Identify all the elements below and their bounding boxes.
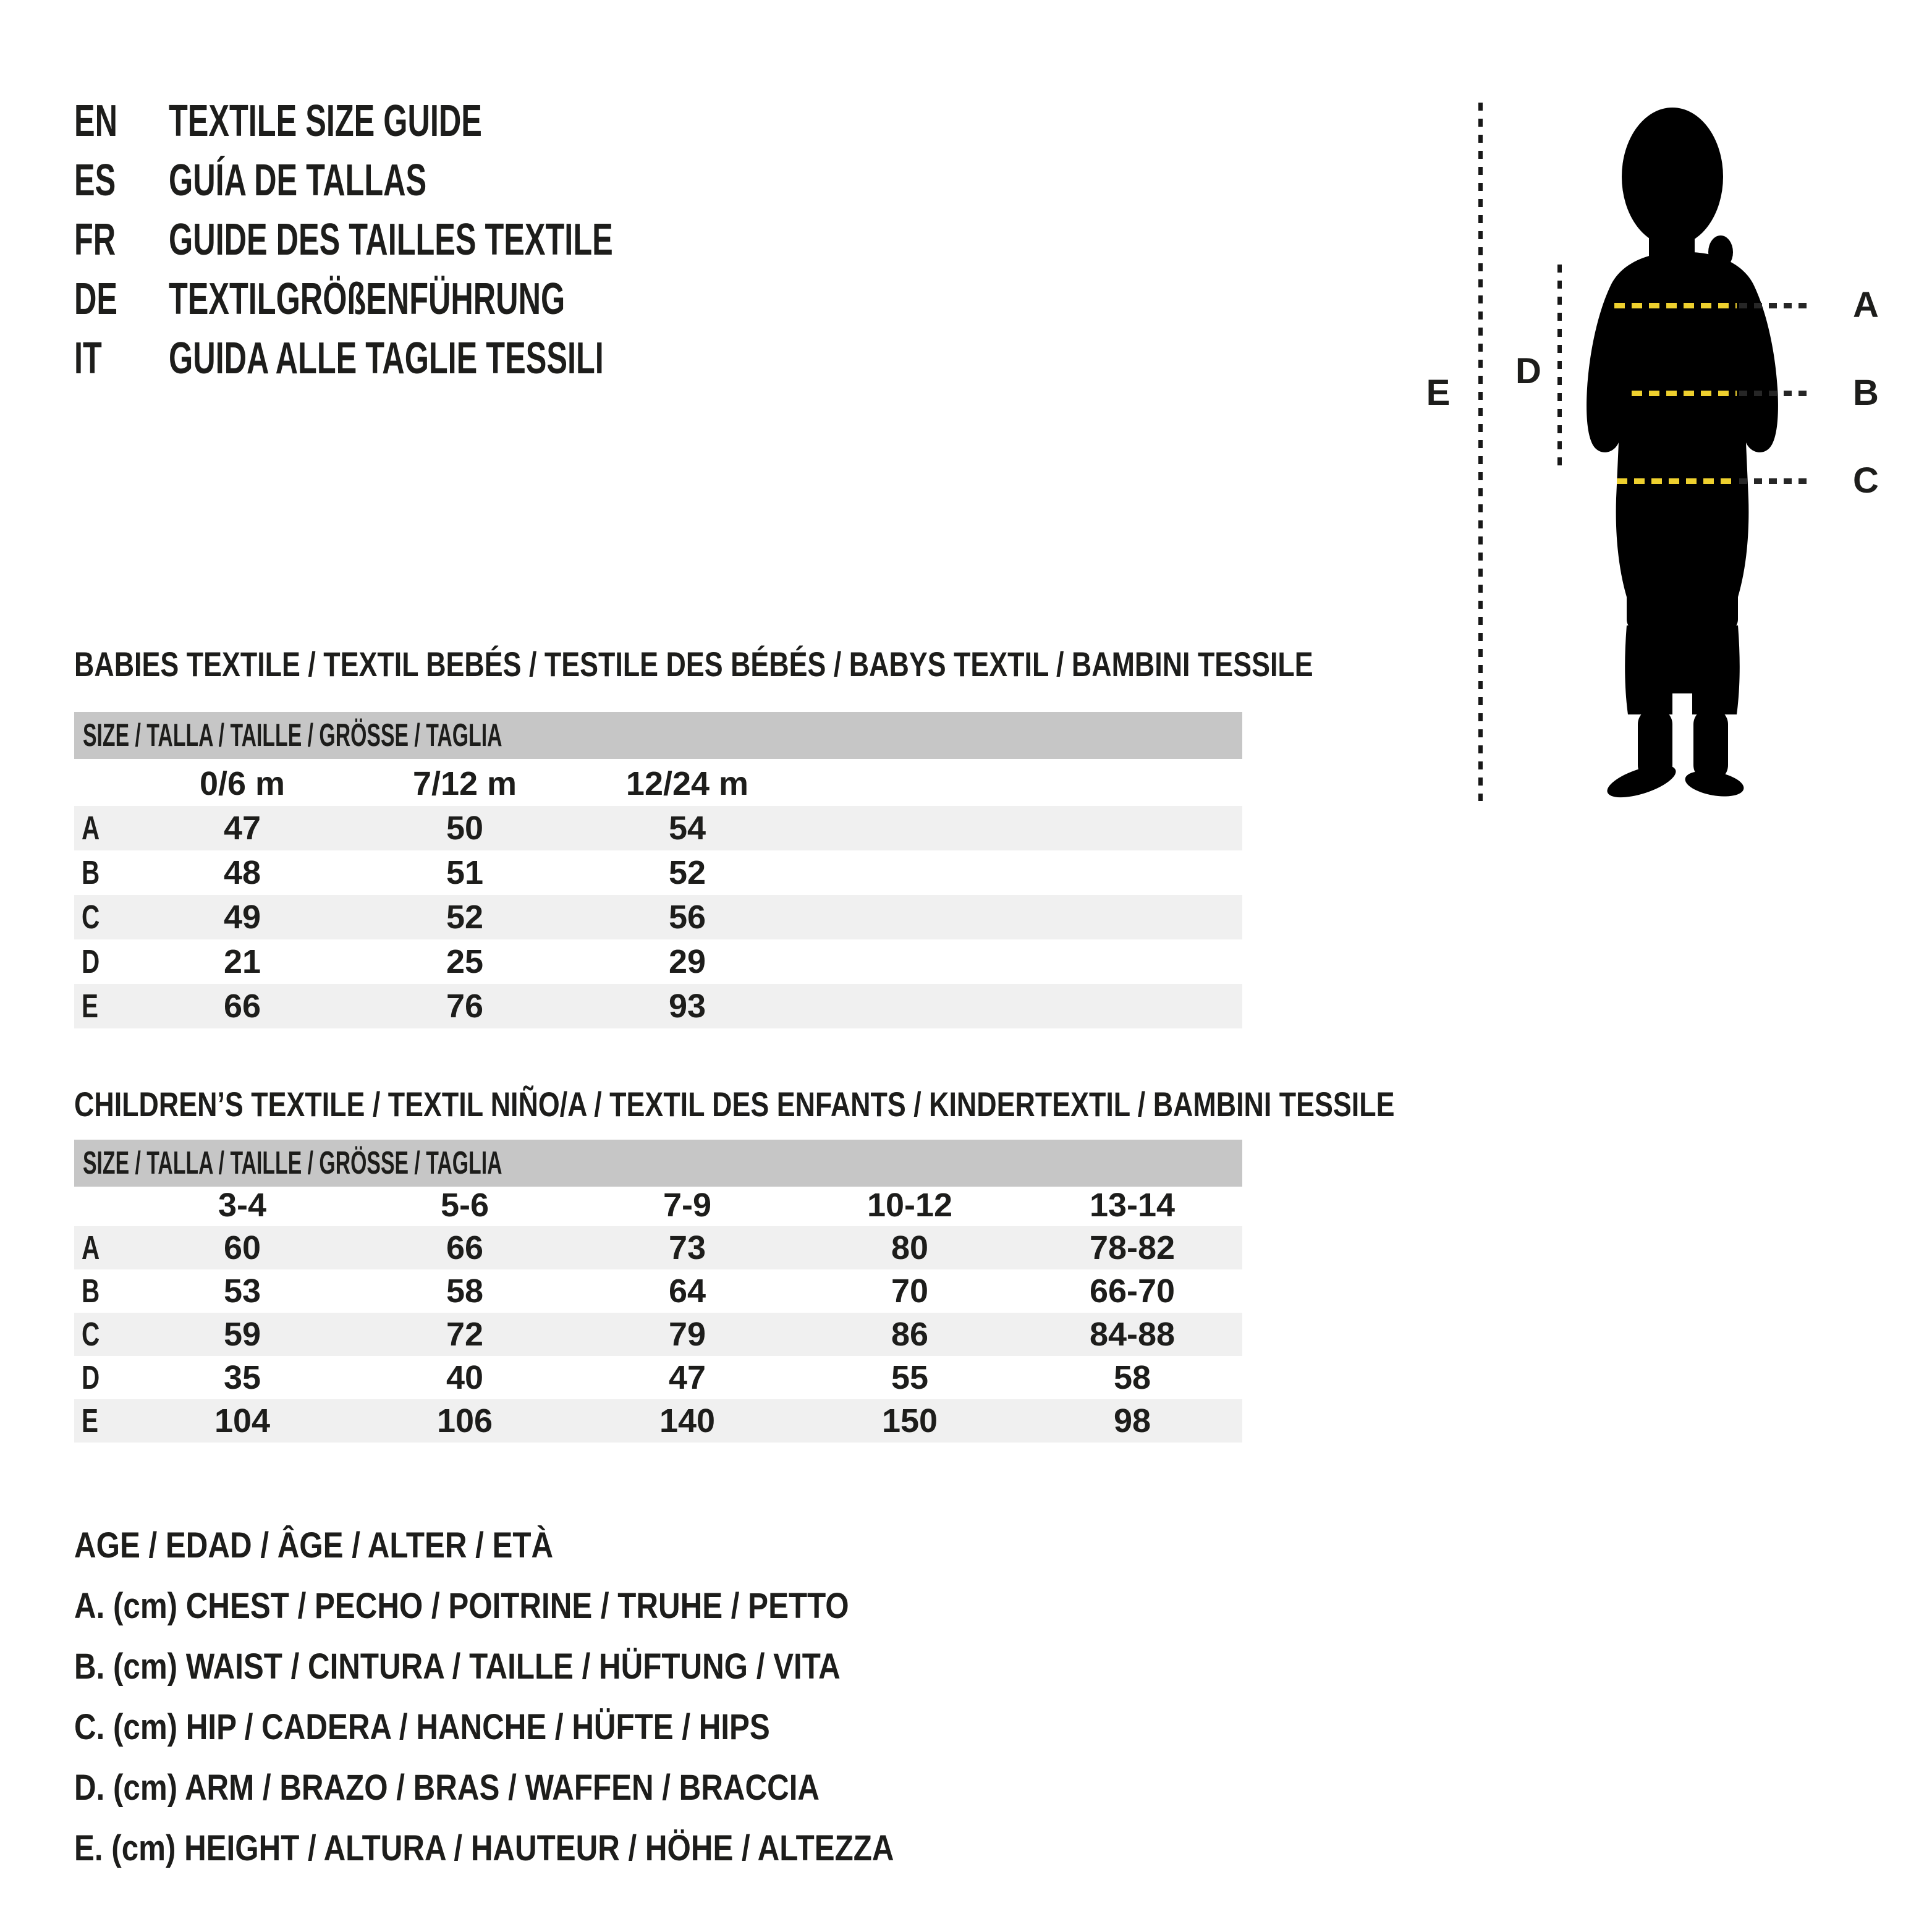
value-cell: 80 (891, 1229, 929, 1266)
language-row (74, 210, 803, 269)
table-row (74, 984, 1242, 1028)
babies-size-header-text: SIZE / TALLA / TAILLE / GRÖSSE / TAGLIA (83, 718, 502, 753)
table-row (74, 939, 1242, 984)
language-code (74, 91, 169, 151)
arm-measure-line-d (1557, 265, 1562, 471)
value-cell: 53 (223, 1273, 261, 1310)
babies-section-title-text: BABIES TEXTILE / TEXTIL BEBÉS / TESTILE DES BÉBÉS / BABYS TEXTIL / BAMBINI TESSILE (74, 645, 1313, 684)
waist-measure-dash-dark (1739, 391, 1812, 396)
children-section-title (74, 1085, 1725, 1124)
row-label-text: B (82, 1273, 100, 1310)
language-code-text: ES (74, 156, 116, 205)
column-header: 5-6 (440, 1187, 489, 1224)
table-row (74, 1226, 1242, 1269)
value-cell: 40 (446, 1359, 484, 1396)
children-table-rows (74, 1226, 1242, 1443)
value-cell: 56 (668, 899, 706, 936)
value-cell: 66 (223, 988, 261, 1025)
row-label (74, 850, 131, 895)
value-cell: 48 (223, 854, 261, 891)
hip-measure-dash-yellow (1617, 478, 1737, 484)
row-label (74, 939, 131, 984)
legend-line-text: B. (cm) WAIST / CINTURA / TAILLE / HÜFTUNG / VITA (74, 1646, 841, 1687)
chest-measure-dash-yellow (1614, 303, 1737, 308)
value-cell: 84-88 (1089, 1316, 1176, 1353)
table-row (74, 806, 1242, 850)
language-title: GUIDA ALLE TAGLIE TESSILI (169, 334, 604, 383)
column-header: 7/12 m (412, 765, 517, 802)
row-label-text: B (82, 854, 100, 891)
waist-measure-dash-yellow (1632, 391, 1737, 396)
legend-line-text: AGE / EDAD / ÂGE / ALTER / ETÀ (74, 1525, 554, 1566)
value-cell: 66-70 (1089, 1273, 1176, 1310)
value-cell: 150 (881, 1402, 938, 1439)
table-column-header-row (74, 1184, 1242, 1226)
legend-line-text: D. (cm) ARM / BRAZO / BRAS / WAFFEN / BRACCIA (74, 1768, 820, 1808)
value-cell: 76 (446, 988, 484, 1025)
row-label (74, 1356, 131, 1399)
value-cell: 52 (668, 854, 706, 891)
row-label (74, 895, 131, 939)
row-label-text: A (82, 1229, 100, 1266)
language-code-text: DE (74, 274, 118, 324)
language-title: GUIDE DES TAILLES TEXTILE (169, 215, 613, 265)
language-title: GUÍA DE TALLAS (169, 156, 427, 205)
column-header: 7-9 (663, 1187, 712, 1224)
value-cell: 50 (446, 810, 484, 847)
column-header-spacer (74, 761, 131, 806)
language-row (74, 269, 803, 329)
chest-measure-dash-dark (1739, 303, 1812, 308)
language-code (74, 210, 169, 269)
value-cell: 106 (436, 1402, 493, 1439)
legend-line-text: E. (cm) HEIGHT / ALTURA / HAUTEUR / HÖHE / ALTEZZA (74, 1828, 894, 1868)
table-column-header-row (74, 761, 1242, 806)
legend-line (74, 1697, 1039, 1758)
legend-line (74, 1758, 1039, 1818)
row-label (74, 1226, 131, 1269)
children-table-column-headers (74, 1184, 1242, 1226)
value-cell: 54 (668, 810, 706, 847)
legend-line (74, 1637, 1039, 1697)
value-cell: 58 (1113, 1359, 1151, 1396)
value-cell: 70 (891, 1273, 929, 1310)
column-header: 0/6 m (199, 765, 286, 802)
value-cell: 21 (223, 943, 261, 980)
language-code (74, 329, 169, 388)
row-label-text: E (82, 988, 99, 1025)
value-cell: 49 (223, 899, 261, 936)
table-row (74, 850, 1242, 895)
babies-size-header-bar (74, 712, 1242, 759)
language-title-list (74, 91, 803, 388)
row-label-text: E (82, 1402, 99, 1439)
value-cell: 59 (223, 1316, 261, 1353)
row-label-text: D (82, 1359, 100, 1396)
column-header: 10-12 (866, 1187, 953, 1224)
value-cell: 58 (446, 1273, 484, 1310)
value-cell: 51 (446, 854, 484, 891)
children-section-title-text: CHILDREN’S TEXTILE / TEXTIL NIÑO/A / TEXTIL DES ENFANTS / KINDERTEXTIL / BAMBINI TESSILE (74, 1085, 1395, 1124)
language-title: TEXTILGRÖßENFÜHRUNG (169, 274, 566, 324)
table-row (74, 1399, 1242, 1443)
column-header-spacer (74, 1184, 131, 1226)
row-label (74, 806, 131, 850)
measure-label-e: E (1426, 373, 1451, 413)
column-header: 13-14 (1089, 1187, 1176, 1224)
value-cell: 72 (446, 1316, 484, 1353)
value-cell: 78-82 (1089, 1229, 1176, 1266)
legend-line (74, 1818, 1039, 1879)
child-silhouette-icon (1580, 103, 1785, 801)
language-row (74, 151, 803, 210)
table-row (74, 1313, 1242, 1356)
measure-label-a: A (1853, 285, 1879, 325)
row-label (74, 1313, 131, 1356)
hip-measure-dash-dark (1739, 478, 1812, 484)
legend-line-text: A. (cm) CHEST / PECHO / POITRINE / TRUHE / PETTO (74, 1586, 849, 1626)
language-row (74, 329, 803, 388)
table-row (74, 895, 1242, 939)
babies-table-rows (74, 806, 1242, 1028)
row-label (74, 1399, 131, 1443)
measure-label-b: B (1853, 373, 1879, 413)
column-header: 3-4 (218, 1187, 267, 1224)
value-cell: 52 (446, 899, 484, 936)
language-code (74, 151, 169, 210)
children-size-header-text: SIZE / TALLA / TAILLE / GRÖSSE / TAGLIA (83, 1145, 502, 1181)
language-code (74, 269, 169, 329)
value-cell: 93 (668, 988, 706, 1025)
value-cell: 98 (1113, 1402, 1151, 1439)
value-cell: 55 (891, 1359, 929, 1396)
value-cell: 64 (668, 1273, 706, 1310)
babies-section-title (74, 645, 1623, 684)
table-row (74, 1269, 1242, 1313)
row-label (74, 1269, 131, 1313)
row-label-text: D (82, 943, 100, 980)
language-code-text: EN (74, 96, 118, 146)
value-cell: 86 (891, 1316, 929, 1353)
value-cell: 60 (223, 1229, 261, 1266)
value-cell: 25 (446, 943, 484, 980)
height-measure-line-e (1478, 103, 1483, 801)
value-cell: 140 (659, 1402, 716, 1439)
children-size-header-bar (74, 1140, 1242, 1187)
language-row (74, 91, 803, 151)
row-label-text: C (82, 899, 100, 936)
value-cell: 73 (668, 1229, 706, 1266)
language-title: TEXTILE SIZE GUIDE (169, 96, 482, 146)
measurement-legend (74, 1515, 1039, 1879)
value-cell: 104 (214, 1402, 271, 1439)
legend-line-text: C. (cm) HIP / CADERA / HANCHE / HÜFTE / HIPS (74, 1707, 770, 1747)
legend-line (74, 1515, 1039, 1576)
row-label (74, 984, 131, 1028)
language-code-text: FR (74, 215, 116, 265)
row-label-text: A (82, 810, 100, 847)
value-cell: 66 (446, 1229, 484, 1266)
value-cell: 35 (223, 1359, 261, 1396)
measure-label-d: D (1515, 351, 1541, 391)
value-cell: 47 (223, 810, 261, 847)
table-row (74, 1356, 1242, 1399)
value-cell: 29 (668, 943, 706, 980)
value-cell: 79 (668, 1316, 706, 1353)
legend-line (74, 1576, 1039, 1637)
babies-table-column-headers (74, 761, 1242, 806)
value-cell: 47 (668, 1359, 706, 1396)
language-code-text: IT (74, 334, 102, 383)
measure-label-c: C (1853, 460, 1879, 501)
row-label-text: C (82, 1316, 100, 1353)
column-header: 12/24 m (625, 765, 749, 802)
